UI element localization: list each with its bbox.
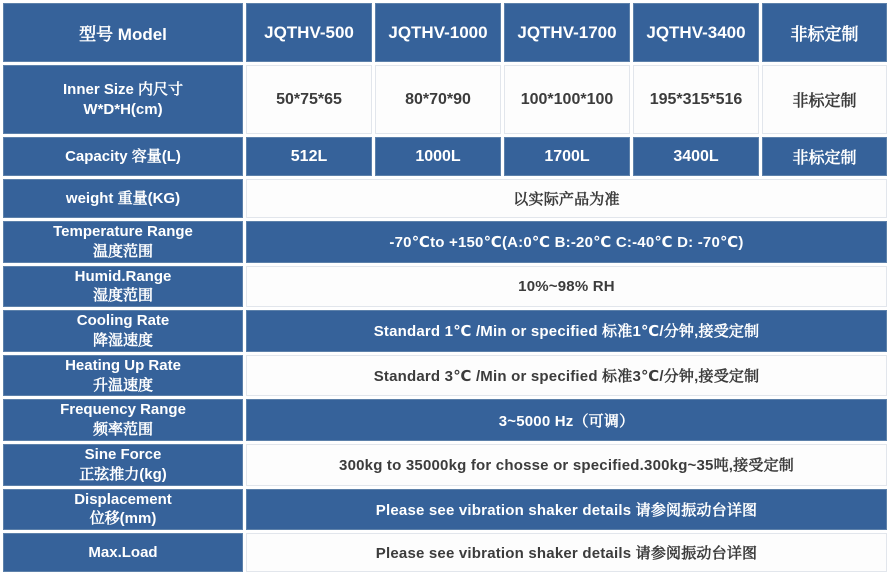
spec-label-temperature-range <box>3 221 243 263</box>
spec-value-span: Please see vibration shaker details 请参阅振动台详图 <box>246 489 887 531</box>
spec-value: 80*70*90 <box>375 65 501 134</box>
header-model-3400: JQTHV-3400 <box>633 3 759 62</box>
spec-label-sine-force <box>3 444 243 486</box>
spec-value: 50*75*65 <box>246 65 372 134</box>
spec-label-line1: Cooling Rate <box>76 312 170 330</box>
spec-value: 195*315*516 <box>633 65 759 134</box>
spec-label-line1: Sine Force <box>84 445 162 463</box>
spec-label-line2: 频率范围 <box>92 421 153 439</box>
spec-label-line1: Frequency Range <box>60 401 186 419</box>
table-row-frequency-range <box>3 399 887 441</box>
spec-value-span: 300kg to 35000kg for chosse or specified.300kg~35吨,接受定制 <box>246 444 887 486</box>
spec-label-weight <box>3 179 243 218</box>
table-row-header <box>3 3 887 62</box>
spec-value: 3400L <box>633 137 759 176</box>
spec-value: 512L <box>246 137 372 176</box>
spec-label-line1: Displacement <box>74 490 172 508</box>
spec-label-line1: Heating Up Rate <box>65 356 181 374</box>
spec-value-span: -70℃to +150℃(A:0℃ B:-20℃ C:-40℃ D: -70℃) <box>246 221 887 263</box>
spec-value-span: Please see vibration shaker details 请参阅振动台详图 <box>246 533 887 572</box>
header-model-1700: JQTHV-1700 <box>504 3 630 62</box>
table-row-cooling-rate <box>3 310 887 352</box>
spec-label-inner-size <box>3 65 243 134</box>
spec-label-line1: Capacity 容量(L) <box>65 147 181 165</box>
spec-value-span: Standard 1℃ /Min or specified 标准1℃/分钟,接受定制 <box>246 310 887 352</box>
table-row-temperature-range <box>3 221 887 263</box>
spec-label-line2: 位移(mm) <box>89 510 157 528</box>
spec-label-line2: 温度范围 <box>92 242 153 260</box>
spec-value-span: 以实际产品为准 <box>246 179 887 218</box>
spec-value-span: 10%~98% RH <box>246 266 887 308</box>
spec-label-cooling-rate <box>3 310 243 352</box>
header-model-1000: JQTHV-1000 <box>375 3 501 62</box>
table-row-sine-force <box>3 444 887 486</box>
header-model-500: JQTHV-500 <box>246 3 372 62</box>
table-row-capacity <box>3 137 887 176</box>
spec-label-line1: Humid.Range <box>74 267 172 285</box>
spec-label-capacity <box>3 137 243 176</box>
spec-label-line2: W*D*H(cm) <box>83 100 163 118</box>
spec-value: 非标定制 <box>762 65 887 134</box>
spec-value: 100*100*100 <box>504 65 630 134</box>
table-row-inner-size <box>3 65 887 134</box>
spec-label-line2: 升温速度 <box>92 376 153 394</box>
spec-label-displacement <box>3 489 243 531</box>
spec-value-span: Standard 3℃ /Min or specified 标准3℃/分钟,接受定制 <box>246 355 887 397</box>
spec-label-line2: 降湿速度 <box>92 331 153 349</box>
table-row-displacement <box>3 489 887 531</box>
table-row-max-load <box>3 533 887 572</box>
spec-label-max-load <box>3 533 243 572</box>
spec-value: 1000L <box>375 137 501 176</box>
table-row-humidity-range <box>3 266 887 308</box>
spec-label-line1: Temperature Range <box>53 223 193 240</box>
header-model-label: 型号 Model <box>3 3 243 62</box>
table-row-heating-up-rate <box>3 355 887 397</box>
spec-label-humidity-range <box>3 266 243 308</box>
header-model-custom: 非标定制 <box>762 3 887 62</box>
spec-value-span: 3~5000 Hz（可调） <box>246 399 887 441</box>
spec-label-heating-up-rate <box>3 355 243 397</box>
spec-label-line1: Max.Load <box>88 543 158 561</box>
spec-value: 非标定制 <box>762 137 887 176</box>
spec-label-line2: 湿度范围 <box>92 287 153 305</box>
spec-label-line2: 正弦推力(kg) <box>79 465 167 483</box>
spec-value: 1700L <box>504 137 630 176</box>
spec-label-line1: Inner Size 内尺寸 <box>62 80 184 98</box>
table-row-weight <box>3 179 887 218</box>
spec-label-line1: weight 重量(KG) <box>65 189 181 207</box>
spec-label-frequency-range <box>3 399 243 441</box>
